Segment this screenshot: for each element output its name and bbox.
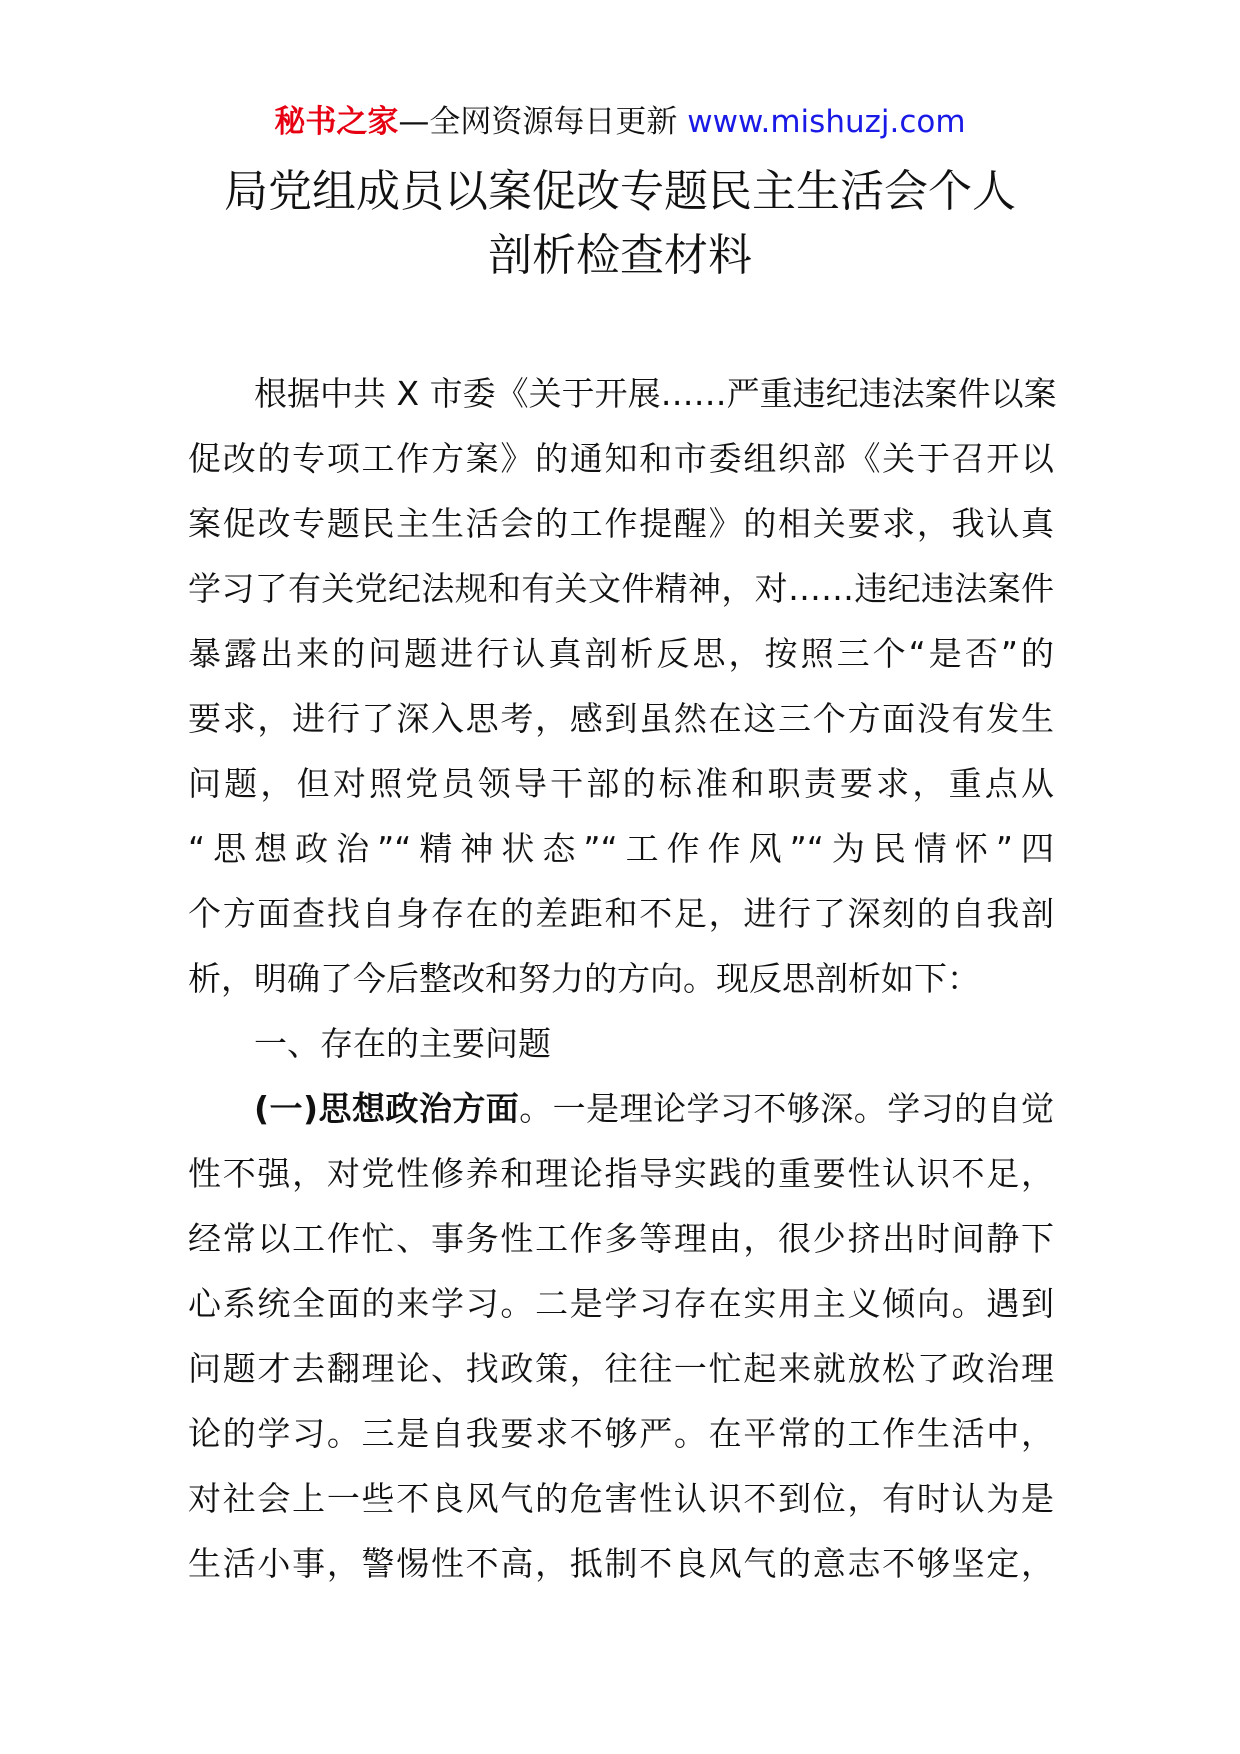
body-line: 对社会上一些不良风气的危害性认识不到位，有时认为是 <box>188 1479 1054 1518</box>
body-line: 心系统全面的来学习。二是学习存在实用主义倾向。遇到 <box>188 1284 1054 1323</box>
body-line: 析，明确了今后整改和努力的方向。现反思剖析如下： <box>188 959 980 998</box>
body-line: 个方面查找自身存在的差距和不足，进行了深刻的自我剖 <box>188 894 1054 933</box>
body-line: 要求，进行了深入思考，感到虽然在这三个方面没有发生 <box>188 699 1054 738</box>
body-line: 学习了有关党纪法规和有关文件精神，对……违纪违法案件 <box>188 569 1054 608</box>
body-line: 暴露出来的问题进行认真剖析反思，按照三个“是否”的 <box>188 634 1054 673</box>
body-line: 根据中共 X 市委《关于开展……严重违纪违法案件以案 <box>254 374 1057 413</box>
body-line: 促改的专项工作方案》的通知和市委组织部《关于召开以 <box>188 439 1054 478</box>
subsection-line <box>188 1076 1054 1141</box>
body-line: 经常以工作忙、事务性工作多等理由，很少挤出时间静下 <box>188 1219 1054 1258</box>
body-line: 问题，但对照党员领导干部的标准和职责要求，重点从 <box>188 764 1054 803</box>
subsection-heading: (一)思想政治方面 <box>254 1089 520 1128</box>
site-brand: 秘书之家 <box>274 104 399 140</box>
body-line: 性不强，对党性修养和理论指导实践的重要性认识不足， <box>188 1154 1054 1193</box>
body-line: 案促改专题民主生活会的工作提醒》的相关要求，我认真 <box>188 504 1054 543</box>
section-heading: 一、存在的主要问题 <box>254 1024 551 1063</box>
body-line: 生活小事，警惕性不高，抵制不良风气的意志不够坚定， <box>188 1544 1054 1583</box>
document-title-line-2: 剖析检查材料 <box>488 230 752 281</box>
body-line: 问题才去翻理论、找政策，往往一忙起来就放松了政治理 <box>188 1349 1054 1388</box>
site-tagline: —全网资源每日更新 <box>398 104 688 140</box>
document-title <box>140 160 1100 288</box>
body-line: “思想政治”“精神状态”“工作作风”“为民情怀”四 <box>188 829 1054 868</box>
document-body <box>188 361 1057 1596</box>
subsection-text: 。一是理论学习不够深。学习的自觉 <box>519 1089 1055 1128</box>
document-title-line-1: 局党组成员以案促改专题民主生活会个人 <box>224 166 1016 217</box>
site-header <box>0 100 1240 144</box>
site-url-link[interactable]: www.mishuzj.com <box>687 104 966 140</box>
body-line: 论的学习。三是自我要求不够严。在平常的工作生活中， <box>188 1414 1054 1453</box>
